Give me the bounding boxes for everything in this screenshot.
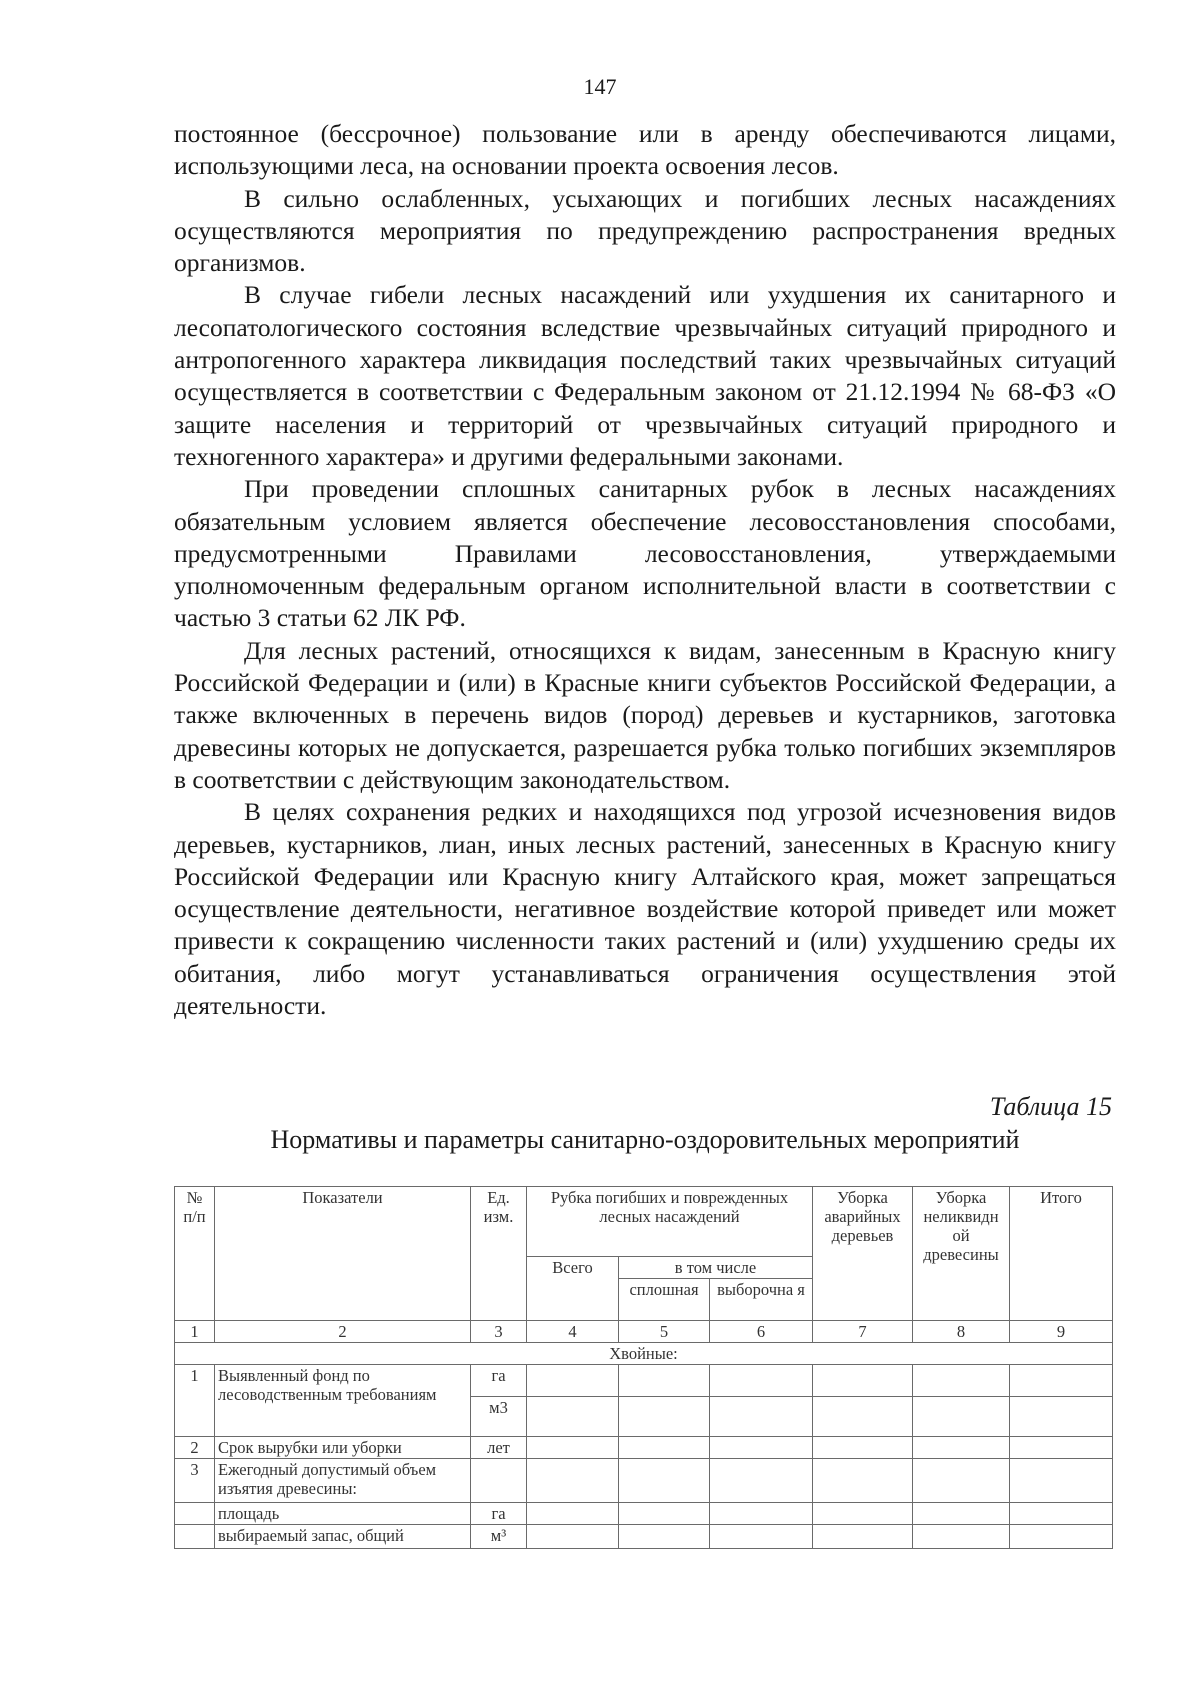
table-cell <box>710 1365 813 1397</box>
row-label: выбираемый запас, общий <box>215 1525 471 1549</box>
row-num: 3 <box>175 1459 215 1503</box>
row-unit: га <box>471 1503 527 1525</box>
col-number: 9 <box>1010 1321 1113 1343</box>
table-cell <box>1010 1397 1113 1437</box>
table-cell <box>1010 1437 1113 1459</box>
row-label: Ежегодный допустимый объем изъятия древесины: <box>215 1459 471 1503</box>
table-cell <box>1010 1525 1113 1549</box>
col-number: 6 <box>710 1321 813 1343</box>
col-number: 8 <box>913 1321 1010 1343</box>
row-label: Выявленный фонд по лесоводственным требованиям <box>215 1365 471 1437</box>
header-total: Всего <box>527 1257 619 1321</box>
table-label: Таблица 15 <box>989 1092 1112 1121</box>
row-label: площадь <box>215 1503 471 1525</box>
paragraph-continuation: постоянное (бессрочное) пользование или в аренду обеспечиваются лицами, использующими леса, на основании проекта освоения лесов. <box>174 119 1116 181</box>
col-number: 4 <box>527 1321 619 1343</box>
table-cell <box>527 1459 619 1503</box>
col-number: 5 <box>619 1321 710 1343</box>
row-num: 2 <box>175 1437 215 1459</box>
table-cell <box>710 1397 813 1437</box>
col-number: 7 <box>813 1321 913 1343</box>
table-cell <box>619 1525 710 1549</box>
table-cell <box>619 1459 710 1503</box>
table-cell <box>813 1459 913 1503</box>
table-cell <box>913 1365 1010 1397</box>
table-cell <box>619 1503 710 1525</box>
table-cell <box>813 1503 913 1525</box>
row-unit: лет <box>471 1437 527 1459</box>
row-num: 1 <box>175 1365 215 1437</box>
table-cell <box>913 1397 1010 1437</box>
table-cell <box>619 1397 710 1437</box>
paragraph-weakened-stands: В сильно ослабленных, усыхающих и погибших лесных насаждениях осуществляются мероприятия по предупреждению распространения вредных организмов. <box>174 183 1116 278</box>
row-unit: м3 <box>471 1397 527 1437</box>
sanitary-measures-table <box>174 1186 1113 1549</box>
table-cell <box>527 1503 619 1525</box>
header-num: № п/п <box>175 1187 215 1321</box>
table-cell <box>813 1365 913 1397</box>
header-illiquid-wood: Уборка неликвидн ой древесины <box>913 1187 1010 1321</box>
table-cell <box>175 1525 215 1549</box>
page-number: 147 <box>583 74 617 99</box>
col-number: 2 <box>215 1321 471 1343</box>
table-cell <box>527 1365 619 1397</box>
table-cell <box>527 1397 619 1437</box>
table-title: Нормативы и параметры санитарно-оздоровительных мероприятий <box>270 1125 1020 1154</box>
table-cell <box>913 1437 1010 1459</box>
table-cell <box>710 1437 813 1459</box>
header-emergency-trees: Уборка аварийных деревьев <box>813 1187 913 1321</box>
header-sum: Итого <box>1010 1187 1113 1321</box>
table-cell <box>619 1437 710 1459</box>
section-conifers: Хвойные: <box>175 1343 1113 1365</box>
paragraph-clear-felling: При проведении сплошных санитарных рубок в лесных насаждениях обязательным условием является обеспечение лесовосстановления способами, предусмотренными Правилами лесовосстановления, утверждаемыми уполномоченным федеральным органом исполнительной власти в соответствии с частью 3 статьи 62 ЛК РФ. <box>174 474 1116 633</box>
table-cell <box>1010 1459 1113 1503</box>
table-cell <box>710 1459 813 1503</box>
table-cell <box>813 1437 913 1459</box>
table-cell <box>913 1459 1010 1503</box>
header-clear: сплошная <box>619 1279 710 1321</box>
table-cell <box>813 1397 913 1437</box>
body-text <box>174 118 1116 1022</box>
paragraph-emergency-situations: В случае гибели лесных насаждений или ухудшения их санитарного и лесопатологического состояния вследствие чрезвычайных ситуаций природного и антропогенного характера ликвидация последствий таких чрезвычайных ситуаций осуществляется в соответствии с Федеральным законом от 21.12.1994 № 68-ФЗ «О защите населения и территорий от чрезвычайных ситуаций природного и техногенного характера» и другими федеральными законами. <box>174 280 1116 471</box>
header-felling: Рубка погибших и поврежденных лесных насаждений <box>527 1187 813 1257</box>
table-cell <box>471 1459 527 1503</box>
paragraph-rare-species: В целях сохранения редких и находящихся под угрозой исчезновения видов деревьев, кустарников, лиан, иных лесных растений, занесенных в Красную книгу Российской Федерации или Красную книгу Алтайского края, может запрещаться осуществление деятельности, негативное воздействие которой приведет или может привести к сокращению численности таких растений и (или) ухудшению среды их обитания, либо могут устанавливаться ограничения осуществления этой деятельности. <box>174 797 1116 1021</box>
header-including: в том числе <box>619 1257 813 1279</box>
col-number: 3 <box>471 1321 527 1343</box>
table-cell <box>913 1525 1010 1549</box>
table-cell <box>619 1365 710 1397</box>
table-cell <box>813 1525 913 1549</box>
paragraph-red-book: Для лесных растений, относящихся к видам, занесенным в Красную книгу Российской Федерации и (или) в Красные книги субъектов Российской Федерации, а также включенных в перечень видов (пород) деревьев и кустарников, заготовка древесины которых не допускается, разрешается рубка только погибших экземпляров в соответствии с действующим законодательством. <box>174 635 1116 794</box>
table-cell <box>1010 1503 1113 1525</box>
table-cell <box>710 1503 813 1525</box>
table-cell <box>175 1503 215 1525</box>
table-cell <box>913 1503 1010 1525</box>
row-unit: м³ <box>471 1525 527 1549</box>
header-indicators: Показатели <box>215 1187 471 1321</box>
table-cell <box>527 1525 619 1549</box>
table-cell <box>527 1437 619 1459</box>
table-cell <box>710 1525 813 1549</box>
col-number: 1 <box>175 1321 215 1343</box>
row-label: Срок вырубки или уборки <box>215 1437 471 1459</box>
table-cell <box>1010 1365 1113 1397</box>
row-unit: га <box>471 1365 527 1397</box>
header-selective: выборочна я <box>710 1279 813 1321</box>
header-unit: Ед. изм. <box>471 1187 527 1321</box>
